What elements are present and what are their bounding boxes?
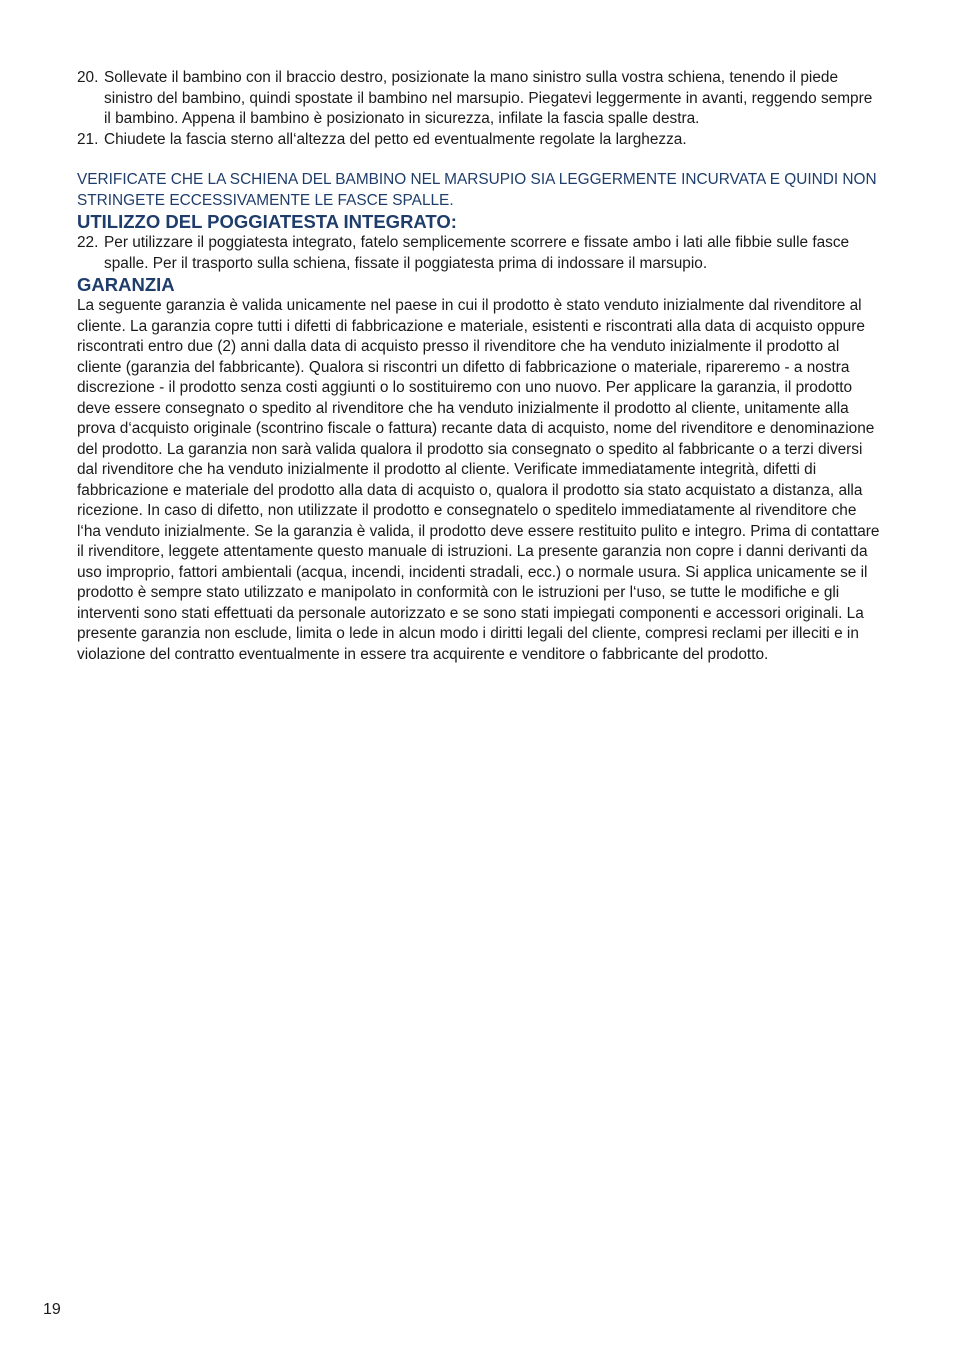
page-content <box>77 68 883 665</box>
step-20 <box>77 68 883 130</box>
step-number: 21. <box>77 130 99 148</box>
headrest-steps <box>77 233 883 274</box>
step-text: Sollevate il bambino con il braccio destro, posizionate la mano sinistro sulla vostra schiena, tenendo il piede sinistro del bambino, quindi spostate il bambino nel marsupio. Piegatevi leggermente in avanti, reggendo sempre il bambino. Appena il bambino è posizionato in sicurezza, infilate la fascia spalle destra. <box>104 69 873 127</box>
step-22 <box>77 233 883 274</box>
page-number: 19 <box>43 1301 61 1318</box>
warranty-paragraph: La seguente garanzia è valida unicamente nel paese in cui il prodotto è stato venduto inizialmente dal rivenditore al cliente. La garanzia copre tutti i difetti di fabbricazione e materiale, esistenti e riscontrati alla data di acquisto oppure riscontrati entro due (2) anni dalla data di acquisto presso il rivenditore che ha venduto inizialmente il prodotto al cliente (garanzia del fabbricante). Qualora si riscontri un difetto di fabbricazione o materiale, ripareremo - a nostra discrezione - il prodotto senza costi aggiunti o lo sostituiremo con uno nuovo. Per applicare la garanzia, il prodotto deve essere consegnato o spedito al rivenditore che ha venduto inizialmente il prodotto al cliente, unitamente alla prova d‘acquisto originale (scontrino fiscale o fattura) recante data di acquisto, nome del rivenditore e denominazione del prodotto. La garanzia non sarà valida qualora il prodotto sia consegnato o spedito al fabbricante o a terzi diversi dal rivenditore che ha venduto inizialmente il prodotto al cliente. Verificate immediatamente integrità, difetti di fabbricazione e materiale del prodotto alla data di acquisto o, qualora il prodotto sia stato acquistato a distanza, alla ricezione. In caso di difetto, non utilizzate il prodotto e consegnatelo o speditelo immediatamente al rivenditore che l‘ha venduto inizialmente. Se la garanzia è valida, il prodotto deve essere restituito pulito e integro. Prima di contattare il rivenditore, leggete attentamente questo manuale di istruzioni. La presente garanzia non copre i danni derivanti da uso improprio, fattori ambientali (acqua, incendi, incidenti stradali, ecc.) o normale usura. Si applica unicamente se il prodotto è sempre stato utilizzato e manipolato in conformità con le istruzioni per l‘uso, se tutte le modifiche e gli interventi sono stati effettuati da personale autorizzato e se sono stati impiegati componenti e accessori originali. La presente garanzia non esclude, limita o lede in alcun modo i diritti legali del cliente, compresi reclami per illeciti e in violazione del contratto eventualmente in essere tra acquirente e venditore o fabbricante del prodotto. <box>77 297 880 663</box>
step-number: 20. <box>77 69 99 86</box>
step-number: 22. <box>77 234 99 251</box>
step-text: Per utilizzare il poggiatesta integrato, fatelo semplicemente scorrere e fissate ambo i lati alle fibbie sulle fasce spalle. Per il trasporto sulla schiena, fissate il poggiatesta prima di indossare il marsupio. <box>104 234 850 272</box>
step-21 <box>77 130 883 151</box>
headrest-section-title: UTILIZZO DEL POGGIATESTA INTEGRATO: <box>77 211 457 232</box>
step-text: Chiudete la fascia sterno all‘altezza del petto ed eventualmente regolate la larghezza. <box>104 130 687 148</box>
safety-notice: VERIFICATE CHE LA SCHIENA DEL BAMBINO NEL MARSUPIO SIA LEGGERMENTE INCURVATA E QUINDI NON STRINGETE ECCESSIVAMENTE LE FASCE SPALLE. <box>77 171 877 209</box>
warranty-section-title: GARANZIA <box>77 274 175 295</box>
instruction-steps <box>77 68 883 150</box>
